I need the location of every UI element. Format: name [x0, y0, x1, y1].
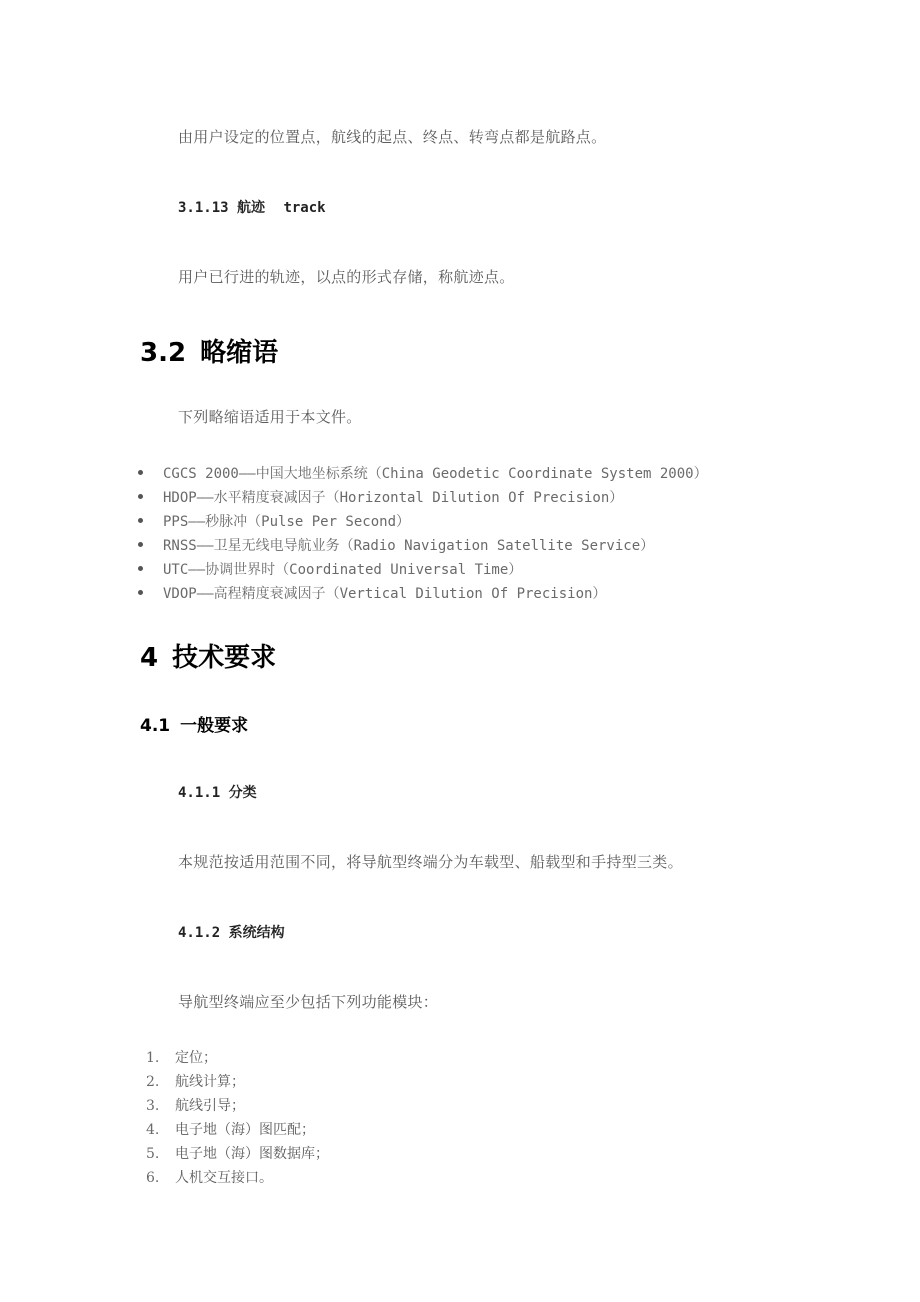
list-number: 1.	[146, 1050, 160, 1066]
list-item	[138, 558, 708, 582]
list-item-text: 航线引导；	[175, 1098, 245, 1114]
section-number: 3.1.13	[178, 200, 229, 216]
section-title: 技术要求	[172, 643, 277, 673]
list-item-text: RNSS——卫星无线电导航业务（Radio Navigation Satellite Service）	[163, 538, 655, 554]
paragraph-modules-intro: 导航型终端应至少包括下列功能模块：	[178, 993, 439, 1011]
section-number: 4.1.2	[178, 925, 221, 941]
list-item-text: CGCS 2000——中国大地坐标系统（China Geodetic Coordinate System 2000）	[163, 466, 708, 482]
subsection-4-1-2-heading	[178, 922, 285, 942]
list-item	[138, 486, 708, 510]
paragraph-abbreviations-intro: 下列略缩语适用于本文件。	[178, 408, 362, 426]
list-item-text: UTC——协调世界时（Coordinated Universal Time）	[163, 562, 523, 578]
section-title: 系统结构	[228, 925, 285, 941]
abbreviation-list	[138, 462, 708, 606]
section-title: 分类	[228, 785, 257, 801]
list-number: 5.	[146, 1146, 160, 1162]
list-item	[146, 1094, 329, 1118]
list-number: 6.	[146, 1170, 160, 1186]
section-number: 4.1.1	[178, 785, 221, 801]
bullet-icon	[138, 542, 143, 547]
list-item-text: HDOP——水平精度衰减因子（Horizontal Dilution Of Precision）	[163, 490, 624, 506]
list-item	[146, 1118, 329, 1142]
list-item	[146, 1070, 329, 1094]
bullet-icon	[138, 518, 143, 523]
module-list	[146, 1046, 329, 1190]
list-item-text: 航线计算；	[175, 1074, 245, 1090]
bullet-icon	[138, 494, 143, 499]
section-number: 4	[140, 643, 159, 673]
section-title: 略缩语	[200, 338, 279, 368]
list-item	[146, 1166, 329, 1190]
list-item	[138, 534, 708, 558]
paragraph-track-definition: 用户已行进的轨迹，以点的形式存储，称航迹点。	[178, 268, 515, 286]
bullet-icon	[138, 590, 143, 595]
subsection-3-1-13-heading	[178, 197, 326, 217]
list-number: 4.	[146, 1122, 160, 1138]
list-item-text: 人机交互接口。	[175, 1170, 273, 1186]
paragraph-waypoint-definition: 由用户设定的位置点，航线的起点、终点、转弯点都是航路点。	[178, 128, 607, 146]
section-title-english: track	[283, 200, 326, 216]
bullet-icon	[138, 566, 143, 571]
list-item-text: 电子地（海）图数据库；	[175, 1146, 329, 1162]
list-item	[138, 582, 708, 606]
list-number: 2.	[146, 1074, 160, 1090]
subsection-4-1-1-heading	[178, 782, 257, 802]
list-item-text: PPS——秒脉冲（Pulse Per Second）	[163, 514, 411, 530]
paragraph-classification: 本规范按适用范围不同，将导航型终端分为车载型、船载型和手持型三类。	[178, 853, 683, 871]
list-item	[146, 1046, 329, 1070]
heading-3-2	[140, 332, 278, 369]
list-item-text: 电子地（海）图匹配；	[175, 1122, 315, 1138]
section-title: 一般要求	[180, 716, 249, 736]
section-title: 航迹	[237, 200, 266, 216]
heading-4	[140, 637, 276, 674]
heading-4-1	[140, 711, 248, 736]
list-number: 3.	[146, 1098, 160, 1114]
section-number: 3.2	[140, 338, 187, 368]
section-number: 4.1	[140, 716, 171, 736]
bullet-icon	[138, 470, 143, 475]
list-item-text: 定位；	[175, 1050, 217, 1066]
list-item	[138, 510, 708, 534]
list-item	[146, 1142, 329, 1166]
list-item-text: VDOP——高程精度衰减因子（Vertical Dilution Of Precision）	[163, 586, 607, 602]
list-item	[138, 462, 708, 486]
